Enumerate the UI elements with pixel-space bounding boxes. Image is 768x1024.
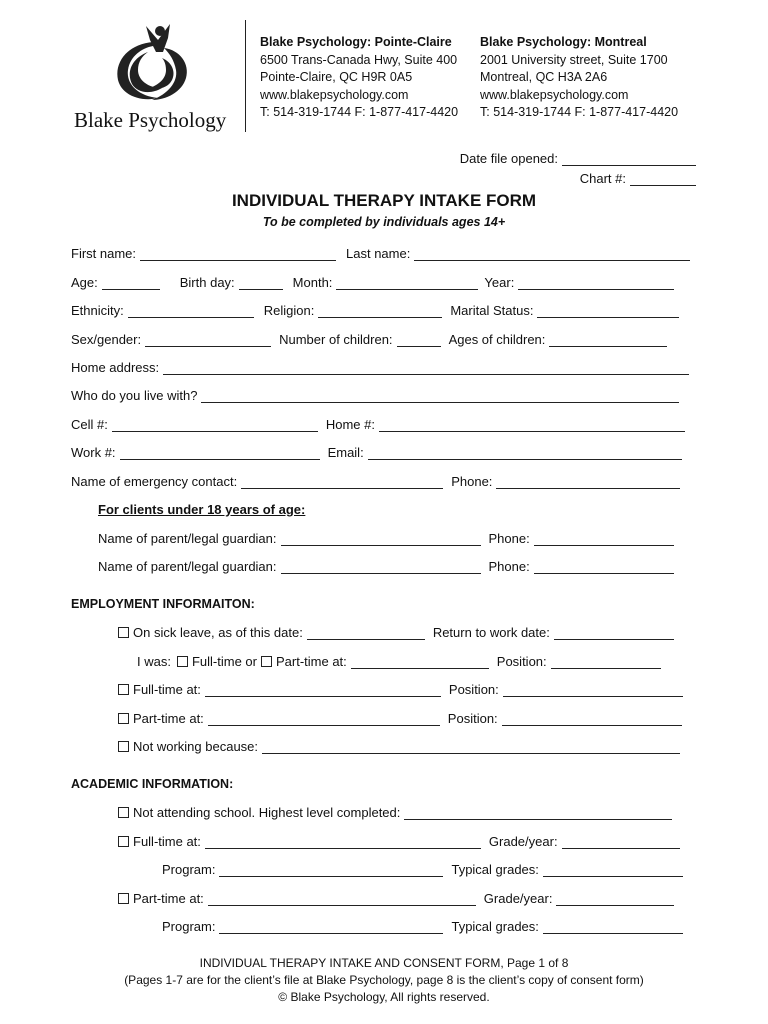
office-website: www.blakepsychology.com [260,87,409,102]
last-name-label: Last name: [346,246,411,261]
guardian-label: Name of parent/legal guardian: [98,531,277,546]
guardian-name-field[interactable] [281,562,481,574]
part-time-at-label: Part-time at: [275,654,347,669]
full-time-workplace-field[interactable] [205,685,441,697]
cell-label: Cell #: [71,417,108,432]
typical-grades-label: Typical grades: [451,862,539,877]
live-with-label: Who do you live with? [71,388,198,403]
chart-number-row [580,171,696,186]
not-attending-row [118,805,672,820]
footer-page-info: INDIVIDUAL THERAPY INTAKE AND CONSENT FORM, Page 1 of 8 [199,956,569,970]
part-time-checkbox[interactable] [118,713,129,724]
ages-of-children-field[interactable] [549,335,667,347]
emergency-phone-label: Phone: [451,474,493,489]
sex-children-row [71,332,667,347]
full-time-at-label: Full-time at: [133,682,201,697]
typical-grades-label: Typical grades: [451,919,539,934]
phone-numbers-row [71,417,685,432]
return-date-field[interactable] [554,628,674,640]
month-field[interactable] [336,278,478,290]
age-field[interactable] [102,278,160,290]
under-18-heading: For clients under 18 years of age: [98,502,306,517]
office-name: Blake Psychology: Pointe-Claire [260,35,452,49]
footer-copyright: © Blake Psychology, All rights reserved. [278,990,490,1004]
guardian-phone-label: Phone: [488,559,530,574]
office-pointe-claire [260,34,458,122]
office-phone: T: 514-319-1744 F: 1-877-417-4420 [480,105,679,119]
full-time-position-field[interactable] [503,685,683,697]
academic-part-time-row [118,891,674,906]
emergency-contact-label: Name of emergency contact: [71,474,238,489]
not-attending-label: Not attending school. Highest level completed: [133,805,401,820]
chart-number-field[interactable] [630,174,696,186]
emergency-contact-field[interactable] [241,477,443,489]
full-time-at-label: Full-time at: [133,834,201,849]
i-was-full-time-checkbox[interactable] [177,656,188,667]
grade-year-label: Grade/year: [483,891,553,906]
guardian-row-2 [98,559,674,574]
academic-full-time-grade-field[interactable] [562,837,680,849]
full-time-or-label: Full-time or [191,654,257,669]
office-website: www.blakepsychology.com [480,87,629,102]
sex-gender-label: Sex/gender: [71,332,142,347]
birth-day-label: Birth day: [179,275,235,290]
logo [68,22,238,140]
name-row [71,246,690,261]
academic-full-time-school-field[interactable] [205,837,481,849]
cell-field[interactable] [112,420,318,432]
highest-level-field[interactable] [404,808,672,820]
not-working-reason-field[interactable] [262,742,680,754]
academic-part-time-grade-field[interactable] [556,894,674,906]
date-file-opened-field[interactable] [562,154,696,166]
part-time-position-field[interactable] [502,714,682,726]
i-was-position-field[interactable] [551,657,661,669]
sex-gender-field[interactable] [145,335,271,347]
guardian-phone-field[interactable] [534,534,674,546]
part-time-typical-grades-field[interactable] [543,922,683,934]
office-montreal [480,34,678,122]
academic-part-time-program-row [162,919,683,934]
form-subtitle: To be completed by individuals ages 14+ [262,215,506,229]
not-working-row [118,739,680,754]
ethnicity-field[interactable] [128,306,254,318]
grade-year-label: Grade/year: [488,834,558,849]
home-address-label: Home address: [71,360,160,375]
ages-of-children-label: Ages of children: [448,332,546,347]
part-time-at-label: Part-time at: [133,891,204,906]
part-time-at-row [118,711,682,726]
guardian-row-1 [98,531,674,546]
birth-day-field[interactable] [239,278,283,290]
position-label: Position: [448,682,499,697]
not-working-checkbox[interactable] [118,741,129,752]
ethnicity-label: Ethnicity: [71,303,124,318]
not-attending-checkbox[interactable] [118,807,129,818]
first-name-label: First name: [71,246,137,261]
marital-status-field[interactable] [537,306,679,318]
work-phone-label: Work #: [71,445,116,460]
emergency-phone-field[interactable] [496,477,680,489]
full-time-program-field[interactable] [219,865,443,877]
return-date-label: Return to work date: [432,625,550,640]
program-label: Program: [162,919,216,934]
live-with-row [71,388,679,403]
emergency-contact-row [71,474,680,489]
age-label: Age: [71,275,98,290]
sick-leave-label: On sick leave, as of this date: [133,625,303,640]
number-of-children-label: Number of children: [279,332,393,347]
academic-full-time-row [118,834,680,849]
position-label: Position: [496,654,547,669]
home-address-field[interactable] [163,363,689,375]
not-working-label: Not working because: [133,739,259,754]
office-address-line2: Pointe-Claire, QC H9R 0A5 [260,70,413,84]
academic-part-time-checkbox[interactable] [118,893,129,904]
i-was-row [137,654,661,669]
work-phone-field[interactable] [120,448,320,460]
home-address-row [71,360,689,375]
office-phone: T: 514-319-1744 F: 1-877-417-4420 [260,105,459,119]
i-was-workplace-field[interactable] [351,657,489,669]
last-name-field[interactable] [414,249,690,261]
full-time-at-row [118,682,683,697]
religion-field[interactable] [318,306,442,318]
academic-heading: ACADEMIC INFORMATION: [71,777,234,791]
email-label: Email: [327,445,364,460]
footer-pages-note: (Pages 1-7 are for the client’s file at Blake Psychology, page 8 is the client’s copy of consent form) [124,973,644,987]
logo-figure-icon [108,22,198,110]
employment-heading: EMPLOYMENT INFORMAITON: [71,597,255,611]
month-label: Month: [292,275,333,290]
date-file-opened-label: Date file opened: [459,151,558,166]
i-was-label: I was: [137,654,171,669]
date-file-opened-row [460,151,696,166]
full-time-checkbox[interactable] [118,684,129,695]
part-time-program-field[interactable] [219,922,443,934]
email-field[interactable] [368,448,682,460]
sick-leave-checkbox[interactable] [118,627,129,638]
guardian-phone-label: Phone: [488,531,530,546]
logo-text: Blake Psychology [74,108,227,132]
i-was-part-time-checkbox[interactable] [261,656,272,667]
full-time-typical-grades-field[interactable] [543,865,683,877]
sick-leave-date-field[interactable] [307,628,425,640]
office-address-line1: 2001 University street, Suite 1700 [480,52,668,67]
office-address-line2: Montreal, QC H3A 2A6 [480,70,608,84]
guardian-phone-field[interactable] [534,562,674,574]
home-phone-field[interactable] [379,420,685,432]
guardian-label: Name of parent/legal guardian: [98,559,277,574]
academic-part-time-school-field[interactable] [208,894,476,906]
form-title: INDIVIDUAL THERAPY INTAKE FORM [231,191,537,210]
office-name: Blake Psychology: Montreal [480,35,647,49]
office-address-line1: 6500 Trans-Canada Hwy, Suite 400 [260,52,458,67]
position-label: Position: [447,711,498,726]
year-label: Year: [484,275,515,290]
program-label: Program: [162,862,216,877]
academic-full-time-checkbox[interactable] [118,836,129,847]
header-divider [245,20,246,132]
sick-leave-row [118,625,674,640]
age-birth-row [71,275,674,290]
year-field[interactable] [518,278,674,290]
religion-label: Religion: [263,303,315,318]
ethnicity-row [71,303,679,318]
number-of-children-field[interactable] [397,335,441,347]
chart-number-label: Chart #: [579,171,626,186]
part-time-workplace-field[interactable] [208,714,440,726]
work-email-row [71,445,682,460]
home-phone-label: Home #: [325,417,375,432]
live-with-field[interactable] [201,391,679,403]
academic-full-time-program-row [162,862,683,877]
guardian-name-field[interactable] [281,534,481,546]
part-time-at-label: Part-time at: [133,711,204,726]
marital-status-label: Marital Status: [450,303,534,318]
first-name-field[interactable] [140,249,336,261]
